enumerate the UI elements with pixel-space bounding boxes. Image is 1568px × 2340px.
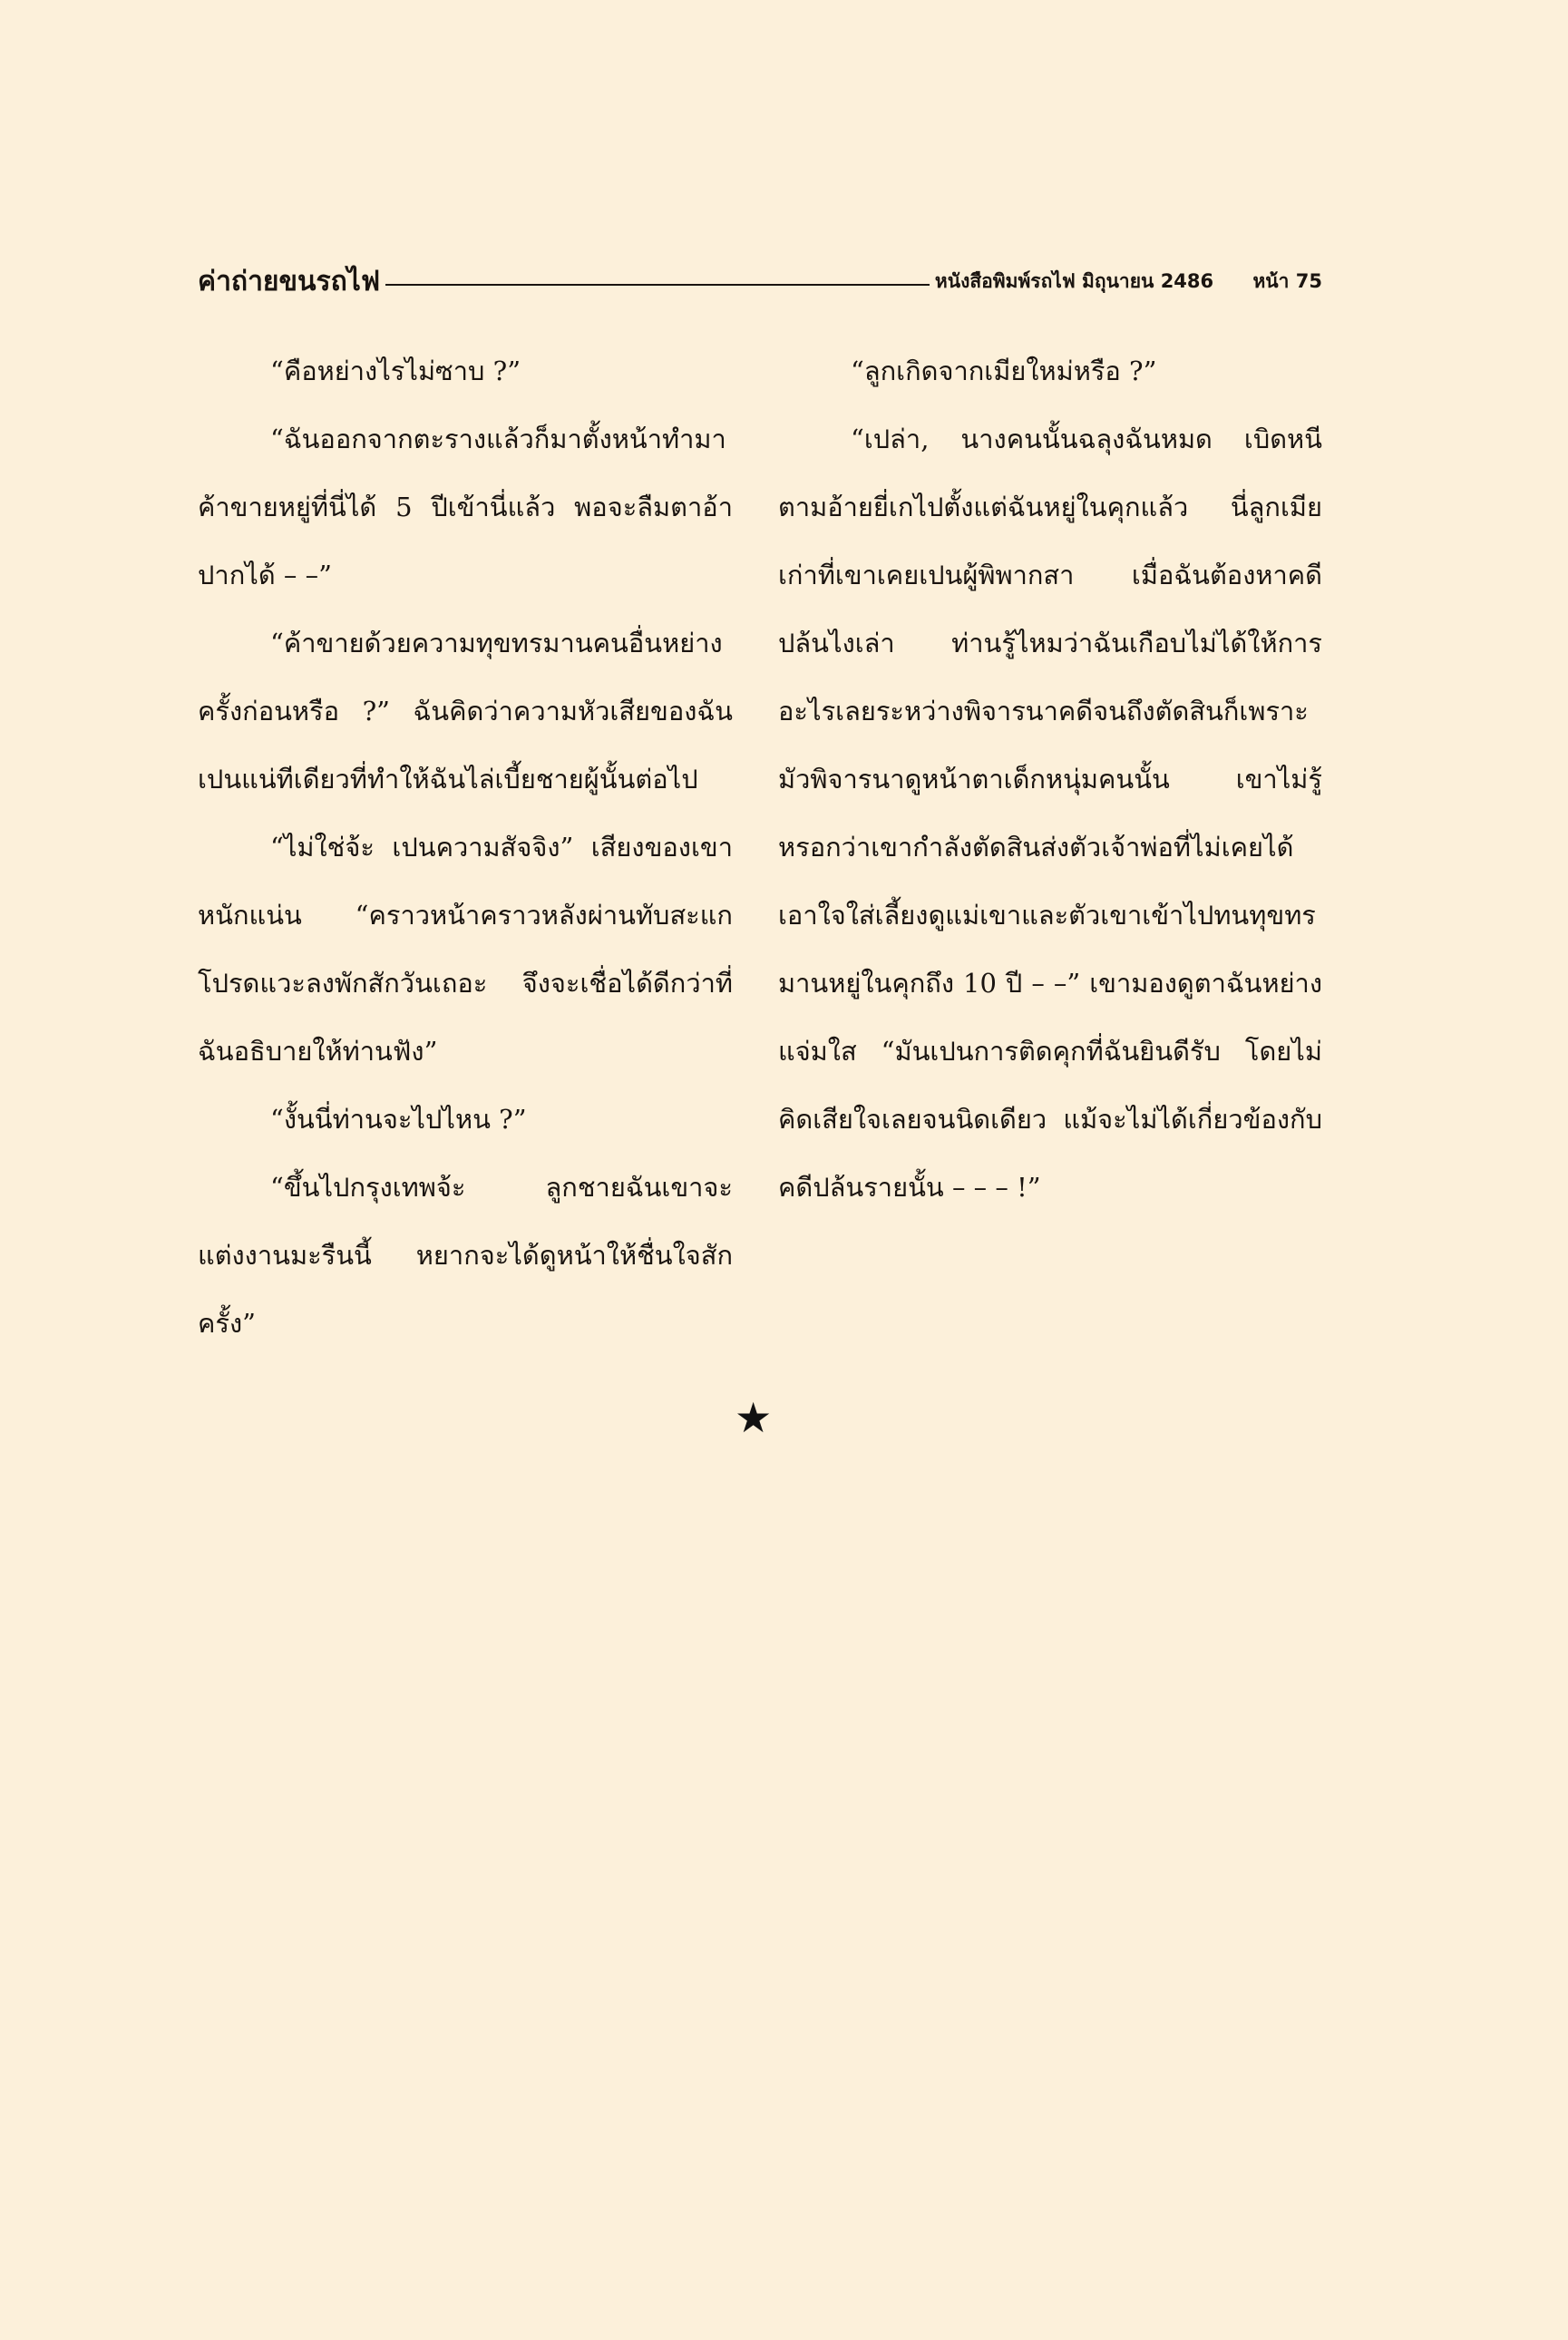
left-paragraph-6: “ขึ้นไปกรุงเทพจ้ะ ลูกชายฉันเขาจะแต่งงานมะรืนนี้ หยากจะได้ดูหน้าให้ชื่นใจสักครั้ง” [198, 1172, 733, 1339]
right-paragraph-1: “ลูกเกิดจากเมียใหม่หรือ ?” [851, 356, 1157, 386]
right-column [778, 337, 1322, 1222]
right-paragraph-2: “เปล่า, นางคนนั้นฉลุงฉันหมด เบิดหนีตามอ้ายยี่เกไปตั้งแต่ฉันหยู่ในคุกแล้ว นี่ลูกเมียเก่าที่เขาเคยเปนผู้พิพากสา เมื่อฉันต้องหาคดีปล้นไงเล่า ท่านรู้ไหมว่าฉันเกือบไม่ได้ให้การอะไรเลยระหว่างพิจารนาคดีจนถึงตัดสินก็เพราะมัวพิจารนาดูหน้าตาเด็กหนุ่มคนนั้น เขาไม่รู้หรอกว่าเขากำลังตัดสินส่งตัวเจ้าพ่อที่ไม่เคยได้เอาใจใส่เลี้ยงดูแม่เขาและตัวเขาเข้าไปทนทุขทรมานหยู่ในคุกถึง 10 ปี – –” เขามองดูตาฉันหย่างแจ่มใส “มันเปนการติดคุกที่ฉันยินดีรับ โดยไม่คิดเสียใจเลยจนนิดเดียว แม้จะไม่ได้เกี่ยวข้องกับคดีปล้นรายนั้น – – – !” [778, 424, 1322, 1203]
left-paragraph-1: “คือหย่างไรไม่ซาบ ?” [270, 356, 521, 386]
left-paragraph-5: “งั้นนี่ท่านจะไปไหน ?” [270, 1104, 527, 1135]
left-paragraph-4: “ไม่ใช่จ้ะ เปนความสัจจิง” เสียงของเขาหนักแน่น “คราวหน้าคราวหลังผ่านทับสะแกโปรดแวะลงพักสักวันเถอะ จึงจะเชื่อได้ดีกว่าที่ฉันอธิบายให้ท่านฟัง” [198, 832, 733, 1067]
left-column [198, 337, 733, 1358]
star-ornament-icon: ★ [735, 1393, 773, 1442]
page-header [198, 261, 1322, 301]
left-paragraph-3: “ค้าขายด้วยความทุขทรมานคนอื่นหย่างครั้งก่อนหรือ ?” ฉันคิดว่าความหัวเสียของฉันเปนแน่ทีเดียวที่ทำให้ฉันไล่เบี้ยชายผู้นั้นต่อไป [198, 628, 733, 795]
page-number: หน้า 75 [1252, 269, 1322, 292]
header-rule [385, 284, 930, 286]
publication-name: หนังสือพิมพ์รถไฟ มิถุนายน 2486 [934, 269, 1214, 292]
running-title: ค่าถ่ายขนรถไฟ [198, 265, 381, 297]
publication-info [935, 267, 1322, 297]
left-paragraph-2: “ฉันออกจากตะรางแล้วก็มาตั้งหน้าทำมาค้าขายหยู่ที่นี่ได้ 5 ปีเข้านี่แล้ว พอจะลืมตาอ้าปากได้ – –” [198, 424, 733, 590]
